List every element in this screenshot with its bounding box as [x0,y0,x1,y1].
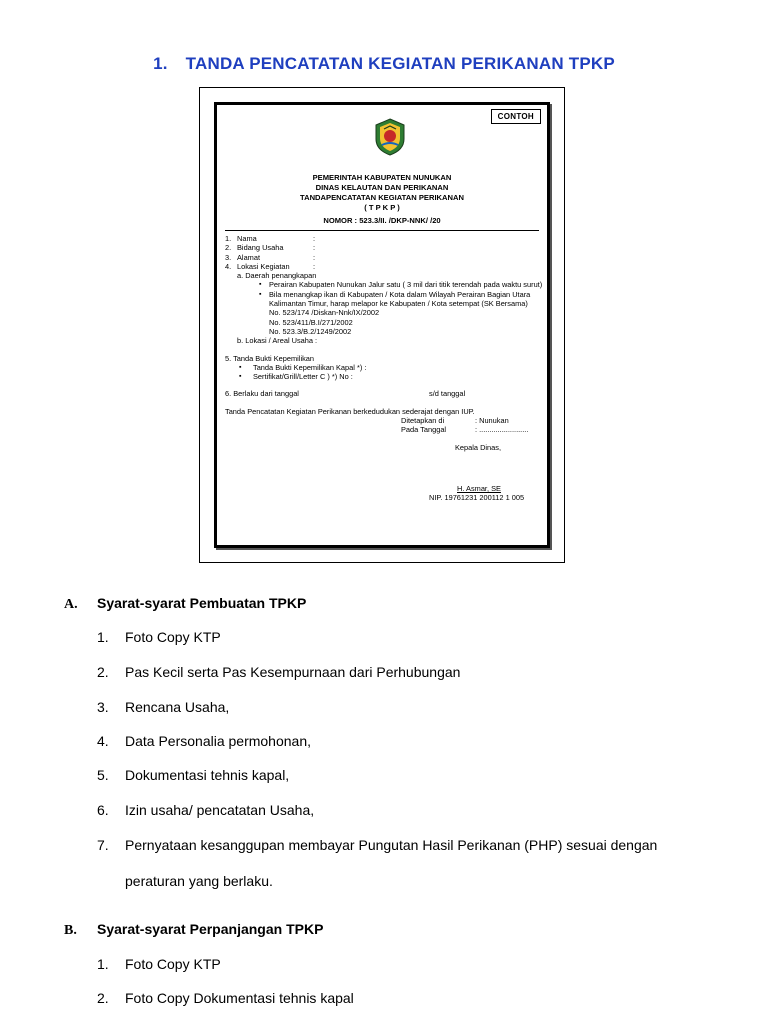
page-heading [0,54,768,74]
heading-text: TANDA PENCATATAN KEGIATAN PERIKANAN TPKP [185,54,615,73]
item-text: Foto Copy KTP [125,956,221,972]
contoh-label: CONTOH [491,109,541,124]
item-text: Izin usaha/ pencatatan Usaha, [125,802,315,818]
berlaku-label: 6. Berlaku dari tanggal [225,389,299,399]
field-sep: : [313,261,316,271]
section-title-text: Syarat-syarat Pembuatan TPKP [97,595,307,611]
sd-tanggal: s/d tanggal [429,389,466,399]
field-label: Nama [237,234,257,243]
list-item [97,664,460,680]
item-text: Dokumentasi tehnis kapal, [125,767,290,783]
sk-line: No. 523/174 /Diskan-Nnk/IX/2002 [269,308,380,318]
form-header-line: ( T P K P ) [364,203,400,212]
list-item [97,629,221,645]
signer-name: H. Asmar, SE [457,483,501,493]
form-number: NOMOR : 523.3/II. /DKP-NNK/ /20 [323,216,441,225]
form-header [217,173,547,213]
form-body [225,234,547,503]
field-sep: : [313,234,316,243]
tpkp-sample-form-frame [199,87,565,563]
kepala-dinas: Kepala Dinas, [455,442,502,452]
item-text: Pernyataan kesanggupan membayar Pungutan Hasil Perikanan (PHP) sesuai dengan [125,837,658,853]
field-label: Bidang Usaha [237,243,284,253]
kabupaten-emblem-icon [370,117,410,157]
ditetapkan-label: Ditetapkan di [401,416,445,426]
field-sep: : [313,252,316,262]
list-item [97,802,314,818]
item-number: 1. [97,956,109,972]
sk-line: No. 523.3/B.2/1249/2002 [269,326,352,336]
section-title-text: Syarat-syarat Perpanjangan TPKP [97,921,324,937]
ditetapkan-row [225,416,547,425]
bullet-perairan: ▪ Perairan Kabupaten Nunukan Jalur satu ( 3 mil dari titik terendah pada waktu surut) [225,280,549,289]
field-number: 2. [225,243,232,253]
section-a-title [64,595,306,613]
list-item [97,733,311,749]
bullet-wilayah: ▪ Bila menangkap ikan di Kabupaten / Kota dalam Wilayah Perairan Bagian Utara Kalimantan Timur, harap melapor ke Kabupaten / Kota setempat (SK Bersama) [225,290,549,309]
field-number: 3. [225,252,232,262]
item-number: 5. [97,767,109,783]
item-number: 3. [97,699,109,715]
field-row [225,243,547,252]
ditetapkan-value: : Nunukan [475,416,509,426]
item-number: 2. [97,990,109,1006]
list-item [97,837,657,853]
berlaku-row [225,389,547,398]
section-letter: B. [64,923,77,938]
item-number: 4. [97,733,109,749]
item-number: 2. [97,664,109,680]
field-label: Alamat [237,252,261,262]
bukti-item: ▪ Sertifikat/Grill/Letter C ) *) No : [225,372,547,381]
pada-row [225,425,547,434]
field-row [225,262,547,271]
statement: Tanda Pencatatan Kegiatan Perikanan berkedudukan sederajat dengan IUP. [225,406,475,416]
list-item [97,699,229,715]
field-number: 1. [225,234,232,243]
list-item [97,956,221,972]
field-label: Lokasi Kegiatan [237,261,290,271]
pada-value: : ........................ [475,425,529,435]
list-item-continuation: peraturan yang berlaku. [125,873,273,889]
item-number: 6. [97,802,109,818]
section-letter: A. [64,597,78,612]
item-text: Foto Copy KTP [125,629,221,645]
list-item [97,990,354,1006]
item-text: Pas Kecil serta Pas Kesempurnaan dari Perhubungan [125,664,461,680]
field-row [225,234,547,243]
heading-number: 1. [153,54,168,73]
form-divider [225,230,539,231]
pada-label: Pada Tanggal [401,425,447,435]
item-text: Data Personalia permohonan, [125,733,312,749]
item-text: Rencana Usaha, [125,699,230,715]
sk-line: No. 523/411/B.I/271/2002 [269,317,353,327]
tanda-bukti: 5. Tanda Bukti Kepemilikan [225,353,315,363]
lokasi-areal: b. Lokasi / Areal Usaha : [237,336,318,346]
field-number: 4. [225,261,232,271]
form-header-line: TANDAPENCATATAN KEGIATAN PERIKANAN [300,193,464,202]
list-item [97,767,289,783]
tpkp-sample-form [214,102,550,548]
form-header-line: DINAS KELAUTAN DAN PERIKANAN [315,183,449,192]
form-header-line: PEMERINTAH KABUPATEN NUNUKAN [312,173,452,182]
section-b-title [64,921,323,939]
daerah-penangkapan: a. Daerah penangkapan [237,271,317,281]
signer-nip: NIP. 19761231 200112 1 005 [429,493,525,503]
field-sep: : [313,243,316,253]
item-text: Foto Copy Dokumentasi tehnis kapal [125,990,354,1006]
bukti-item: ▪ Tanda Bukti Kepemilikan Kapal *) : [225,363,547,372]
item-number: 1. [97,629,109,645]
item-number: 7. [97,837,109,853]
field-row [225,253,547,262]
